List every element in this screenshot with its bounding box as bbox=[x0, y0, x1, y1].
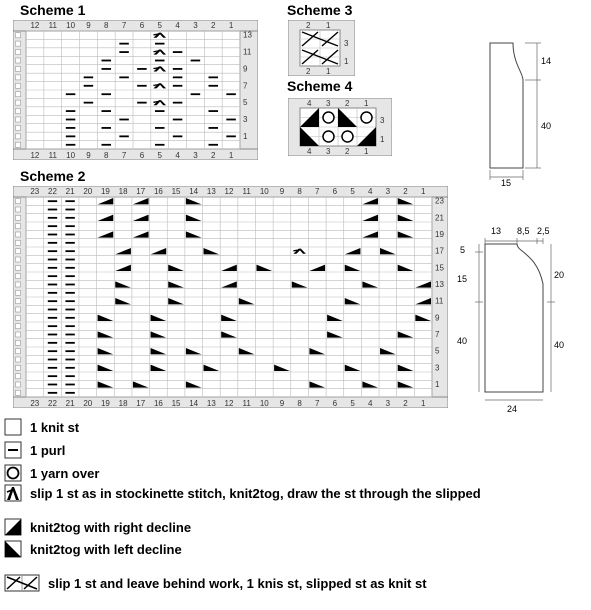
row-marker bbox=[16, 207, 21, 212]
row-marker bbox=[16, 41, 21, 46]
column-number: 11 bbox=[242, 399, 251, 408]
column-number: 14 bbox=[189, 187, 199, 196]
column-number: 19 bbox=[100, 187, 110, 196]
column-number: 10 bbox=[259, 187, 269, 196]
column-number: 3 bbox=[193, 151, 198, 160]
row-number: 13 bbox=[243, 30, 252, 40]
row-number: 15 bbox=[435, 263, 444, 273]
row-marker bbox=[16, 92, 21, 97]
column-number: 6 bbox=[139, 151, 145, 160]
row-number: 5 bbox=[435, 346, 440, 356]
column-number: 7 bbox=[315, 187, 320, 196]
body-left-upper: 15 bbox=[457, 274, 468, 284]
row-marker bbox=[16, 199, 21, 204]
body-neck: 5 bbox=[460, 245, 466, 255]
legend-label: 1 purl bbox=[30, 442, 66, 458]
row-marker bbox=[16, 58, 21, 63]
column-number: 1 bbox=[228, 21, 234, 30]
row-marker bbox=[16, 142, 21, 147]
legend-yarn-over bbox=[4, 464, 99, 482]
row-marker bbox=[16, 299, 21, 304]
row-marker bbox=[16, 365, 21, 370]
legend-cross bbox=[4, 574, 427, 592]
legend-label: knit2tog with left decline bbox=[30, 541, 182, 557]
row-marker bbox=[16, 215, 21, 220]
row-number: 3 bbox=[243, 115, 248, 125]
column-number: 11 bbox=[48, 21, 57, 30]
row-number: 21 bbox=[435, 213, 444, 223]
column-number: 12 bbox=[224, 399, 234, 408]
column-number: 11 bbox=[242, 187, 251, 196]
column-number: 4 bbox=[175, 21, 180, 30]
row-number: 19 bbox=[435, 230, 444, 239]
column-number: 13 bbox=[206, 399, 216, 408]
row-number: 1 bbox=[243, 131, 248, 141]
s4-col-label: 3 bbox=[326, 99, 331, 108]
column-number: 6 bbox=[139, 21, 145, 30]
legend-right-decline bbox=[4, 518, 191, 536]
row-marker bbox=[16, 390, 21, 395]
row-marker bbox=[16, 109, 21, 114]
row-marker bbox=[16, 382, 21, 387]
body-w1: 13 bbox=[491, 226, 502, 236]
column-number: 21 bbox=[65, 187, 75, 196]
column-number: 1 bbox=[420, 399, 426, 408]
body-schematic bbox=[455, 222, 565, 417]
column-number: 9 bbox=[279, 399, 285, 408]
row-marker bbox=[16, 290, 21, 295]
column-number: 8 bbox=[104, 21, 109, 30]
column-number: 6 bbox=[332, 187, 338, 196]
s4-col-label: 4 bbox=[307, 147, 312, 156]
row-marker bbox=[16, 83, 21, 88]
column-number: 17 bbox=[136, 187, 146, 196]
scheme1-title: Scheme 1 bbox=[20, 2, 86, 18]
row-marker bbox=[16, 257, 21, 262]
legend-label: 1 knit st bbox=[30, 419, 80, 435]
sleeve-schematic bbox=[475, 38, 555, 188]
row-marker bbox=[16, 125, 21, 130]
row-marker bbox=[16, 134, 21, 139]
column-number: 13 bbox=[206, 187, 216, 196]
column-number: 7 bbox=[121, 21, 127, 30]
column-number: 9 bbox=[86, 21, 91, 30]
knit-icon bbox=[4, 418, 22, 436]
cross-icon bbox=[4, 574, 40, 592]
column-number: 18 bbox=[118, 399, 128, 408]
body-w3: 2,5 bbox=[537, 226, 550, 236]
column-number: 20 bbox=[83, 187, 93, 196]
right-decline-icon bbox=[4, 518, 22, 536]
column-number: 10 bbox=[66, 151, 76, 160]
row-number: 7 bbox=[243, 81, 248, 91]
column-number: 2 bbox=[211, 21, 216, 30]
column-number: 2 bbox=[211, 151, 216, 160]
row-marker bbox=[16, 340, 21, 345]
column-number: 3 bbox=[385, 187, 391, 196]
column-number: 22 bbox=[48, 399, 57, 408]
row-marker bbox=[16, 332, 21, 337]
sleeve-body-height: 40 bbox=[541, 121, 552, 131]
s3-col-label: 2 bbox=[306, 21, 311, 30]
column-number: 4 bbox=[367, 187, 373, 196]
column-number: 14 bbox=[189, 399, 199, 408]
row-number: 13 bbox=[435, 280, 444, 289]
row-number: 3 bbox=[435, 363, 440, 373]
row-number: 23 bbox=[435, 196, 444, 206]
row-marker bbox=[16, 224, 21, 229]
column-number: 23 bbox=[30, 187, 40, 196]
column-number: 5 bbox=[350, 187, 355, 196]
body-width: 24 bbox=[507, 404, 518, 414]
legend-label: slip 1 st as in stockinette stitch, knit2tog, draw the st through the slipped bbox=[30, 485, 481, 501]
row-marker bbox=[16, 249, 21, 254]
legend-purl bbox=[4, 441, 65, 459]
scheme3-chart bbox=[288, 20, 355, 76]
column-number: 9 bbox=[86, 151, 91, 160]
row-marker bbox=[16, 50, 21, 55]
column-number: 8 bbox=[297, 187, 302, 196]
yarn-over-icon bbox=[4, 464, 22, 482]
column-number: 6 bbox=[332, 399, 338, 408]
column-number: 3 bbox=[385, 399, 391, 408]
column-number: 1 bbox=[228, 151, 234, 160]
s4-col-label: 1 bbox=[364, 147, 369, 156]
column-number: 16 bbox=[153, 399, 163, 408]
sleeve-top-height: 14 bbox=[541, 56, 552, 66]
legend-label: knit2tog with right decline bbox=[30, 519, 192, 535]
row-marker bbox=[16, 232, 21, 237]
column-number: 20 bbox=[83, 399, 93, 408]
s4-row-label: 3 bbox=[380, 116, 385, 125]
row-marker bbox=[16, 274, 21, 279]
s3-col-label: 1 bbox=[326, 21, 331, 30]
row-number: 9 bbox=[243, 64, 248, 74]
row-marker bbox=[16, 349, 21, 354]
legend-label: slip 1 st and leave behind work, 1 knis st, slipped st as knit st bbox=[48, 575, 427, 591]
row-marker bbox=[16, 117, 21, 122]
body-armhole: 20 bbox=[554, 270, 565, 280]
column-number: 7 bbox=[315, 399, 320, 408]
s4-col-label: 3 bbox=[326, 147, 331, 156]
s3-row-label: 1 bbox=[344, 57, 349, 66]
row-number: 1 bbox=[435, 380, 440, 389]
column-number: 8 bbox=[297, 399, 302, 408]
column-number: 10 bbox=[66, 21, 76, 30]
scheme3-title: Scheme 3 bbox=[287, 2, 353, 18]
row-number: 7 bbox=[435, 330, 440, 339]
column-number: 2 bbox=[403, 399, 408, 408]
row-marker bbox=[16, 282, 21, 287]
row-marker bbox=[16, 324, 21, 329]
column-number: 5 bbox=[157, 21, 162, 30]
s4-col-label: 2 bbox=[345, 99, 350, 108]
sleeve-width: 15 bbox=[501, 178, 512, 188]
scheme2-chart bbox=[13, 186, 448, 408]
column-number: 8 bbox=[104, 151, 109, 160]
row-number: 9 bbox=[435, 313, 440, 323]
row-marker bbox=[16, 100, 21, 105]
row-marker bbox=[16, 307, 21, 312]
row-marker bbox=[16, 240, 21, 245]
column-number: 4 bbox=[367, 399, 373, 408]
column-number: 11 bbox=[48, 151, 57, 160]
column-number: 12 bbox=[30, 21, 40, 30]
column-number: 1 bbox=[420, 187, 426, 196]
left-decline-icon bbox=[4, 540, 22, 558]
legend-knit bbox=[4, 418, 79, 436]
legend-double-decrease bbox=[4, 484, 481, 502]
s3-row-label: 3 bbox=[344, 39, 349, 48]
scheme1-chart bbox=[13, 20, 258, 160]
double-decrease-icon bbox=[4, 484, 22, 502]
body-left-lower: 40 bbox=[457, 336, 468, 346]
row-number: 11 bbox=[243, 47, 252, 57]
column-number: 5 bbox=[350, 399, 355, 408]
column-number: 15 bbox=[171, 399, 181, 408]
column-number: 9 bbox=[279, 187, 285, 196]
s4-col-label: 2 bbox=[345, 147, 350, 156]
legend-left-decline bbox=[4, 540, 182, 558]
s3-col-label: 1 bbox=[326, 67, 331, 76]
column-number: 3 bbox=[193, 21, 198, 30]
body-right-lower: 40 bbox=[554, 340, 565, 350]
column-number: 16 bbox=[153, 187, 163, 196]
row-marker bbox=[16, 265, 21, 270]
column-number: 17 bbox=[136, 399, 146, 408]
column-number: 5 bbox=[157, 151, 162, 160]
row-marker bbox=[16, 33, 21, 38]
s4-col-label: 4 bbox=[307, 99, 312, 108]
row-marker bbox=[16, 374, 21, 379]
column-number: 2 bbox=[403, 187, 408, 196]
row-number: 5 bbox=[243, 98, 248, 108]
row-number: 17 bbox=[435, 246, 444, 256]
column-number: 7 bbox=[121, 151, 127, 160]
s3-col-label: 2 bbox=[306, 67, 311, 76]
scheme2-title: Scheme 2 bbox=[20, 168, 86, 184]
column-number: 12 bbox=[224, 187, 234, 196]
column-number: 4 bbox=[175, 151, 180, 160]
row-marker bbox=[16, 315, 21, 320]
scheme4-chart bbox=[288, 98, 392, 156]
legend-label: 1 yarn over bbox=[30, 465, 100, 481]
column-number: 18 bbox=[118, 187, 128, 196]
scheme4-title: Scheme 4 bbox=[287, 78, 353, 94]
s4-row-label: 1 bbox=[380, 135, 385, 144]
row-marker bbox=[16, 357, 21, 362]
row-number: 11 bbox=[435, 296, 444, 306]
column-number: 22 bbox=[48, 187, 57, 196]
column-number: 21 bbox=[65, 399, 75, 408]
column-number: 19 bbox=[100, 399, 110, 408]
s4-col-label: 1 bbox=[364, 99, 369, 108]
row-marker bbox=[16, 66, 21, 71]
column-number: 23 bbox=[30, 399, 40, 408]
column-number: 10 bbox=[259, 399, 269, 408]
body-w2: 8,5 bbox=[517, 226, 530, 236]
column-number: 15 bbox=[171, 187, 181, 196]
purl-icon bbox=[4, 441, 22, 459]
row-marker bbox=[16, 75, 21, 80]
column-number: 12 bbox=[30, 151, 40, 160]
